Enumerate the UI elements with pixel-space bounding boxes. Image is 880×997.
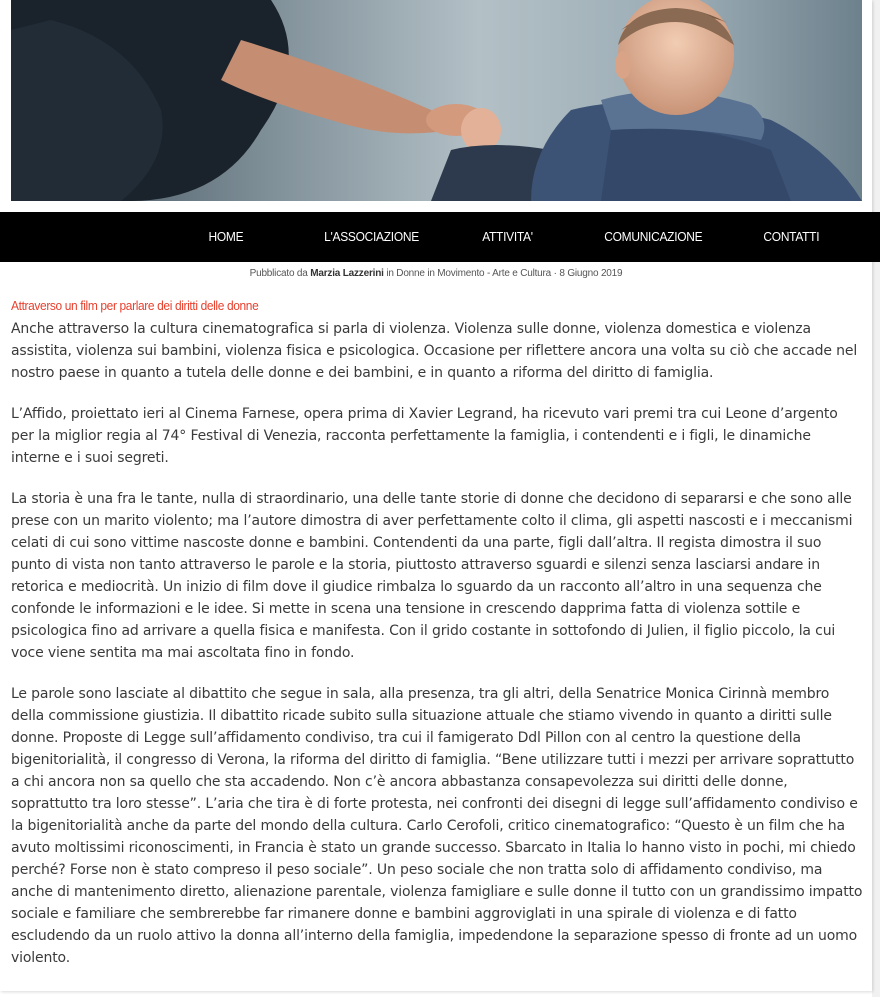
meta-in: in (386, 268, 394, 279)
article-paragraph: Anche attraverso la cultura cinematografica si parla di violenza. Violenza sulle donne, violenza domestica e violenza assistita, violenza sui bambini, violenza fisica e psicologica. Occasione per riflettere ancora una volta su ciò che accade nel nostro paese in quanto a tutela delle donne e dei bambini, e in quanto a riforma del diritto di famiglia. (11, 321, 858, 381)
nav-item-contatti[interactable]: CONTATTI (763, 229, 820, 244)
nav-item-attivita[interactable]: ATTIVITA' (482, 229, 533, 244)
category-link[interactable]: Donne in Movimento - Arte e Cultura (396, 268, 552, 279)
page-gutter (872, 0, 880, 997)
meta-separator: · (553, 268, 557, 279)
post-meta (0, 268, 872, 279)
meta-prefix: Pubblicato da (249, 268, 308, 279)
nav-item-associazione[interactable]: L'ASSOCIAZIONE (324, 229, 419, 244)
article-paragraph: La storia è una fra le tante, nulla di straordinario, una delle tante storie di donne che decidono di separarsi e che sono alle prese con un marito violento; ma l’autore dimostra di aver perfettamente colto il clima, gli aspetti nascosti e i meccanismi celati di cui sono vittime nascoste donne e bambini. Contendenti da una parte, figli dall’altra. Il regista dimostra il suo punto di vista non tanto attraverso le parole e la storia, piuttosto attraverso sguardi e silenzi senza lasciarsi andare in retorica e mediocrità. Un inizio di film dove il giudice rimbalza lo sguardo da un racconto all’altro in una sequenza che confonde le informazioni e le idee. Si mette in scena una tensione in crescendo dapprima fatta di violenza sottile e psicologica fino ad arrivare a quella fisica e manifesta. Con il grido costante in sottofondo di Julien, il figlio piccolo, la cui voce viene sentita ma mai ascoltata fino in fondo. (11, 491, 853, 661)
nav-item-home[interactable]: HOME (208, 229, 244, 244)
hero-image (11, 0, 862, 201)
nav-item-comunicazione[interactable]: COMUNICAZIONE (604, 229, 703, 244)
article-body (11, 298, 863, 988)
article-paragraph: Le parole sono lasciate al dibattito che segue in sala, alla presenza, tra gli altri, della Senatrice Monica Cirinnà membro della commissione giustizia. Il dibattito ricade subito sulla situazione attuale che stiamo vivendo in quanto a diritti sulle donne. Proposte di Legge sull’affidamento condiviso, tra cui il famigerato Ddl Pillon con al centro la questione della bigenitorialità, il congresso di Verona, la riforma del diritto di famiglia. “Bene utilizzare tutti i mezzi per arrivare soprattutto a chi ancora non sa quello che sta accadendo. Non c’è ancora abbastanza consapevolezza sui diritti delle donne, soprattutto tra loro stesse”. L’aria che tira è di forte protesta, nei confronti dei disegni di legge sull’affidamento condiviso e la bigenitorialità anche da parte del mondo della cultura. Carlo Cerofoli, critico cinematografico: “Questo è un film che ha avuto moltissimi riconoscimenti, in Francia è stato un grande successo. Sbarcato in Italia lo hanno visto in pochi, mi chiedo perché? Forse non è stato compreso il peso sociale”. Un peso sociale che non tratta solo di affidamento condiviso, ma anche di mantenimento diretto, alienazione parentale, violenza famigliare e sulle donne il tutto con un grandissimo impatto sociale e familiare che sembrerebbe far rimanere donne e bambini aggroviglati in una spirale di violenza e di fatto escludendo da un ruolo attivo la donna all’interno della famiglia, impedendone la separazione spesso di fronte ad un uomo violento. (11, 686, 863, 966)
article-paragraph: L’Affido, proiettato ieri al Cinema Farnese, opera prima di Xavier Legrand, ha ricevuto vari premi tra cui Leone d’argento per la miglior regia al 74° Festival di Venezia, racconta perfettamente la famiglia, i contendenti e i figli, le dinamiche interne e i suoi segreti. (11, 406, 838, 466)
post-date: 8 Giugno 2019 (559, 268, 623, 279)
main-navigation (0, 212, 880, 262)
article-subtitle: Attraverso un film per parlare dei diritti delle donne (11, 298, 259, 313)
author-link[interactable]: Marzia Lazzerini (310, 268, 384, 279)
hero-illustration (11, 0, 862, 201)
